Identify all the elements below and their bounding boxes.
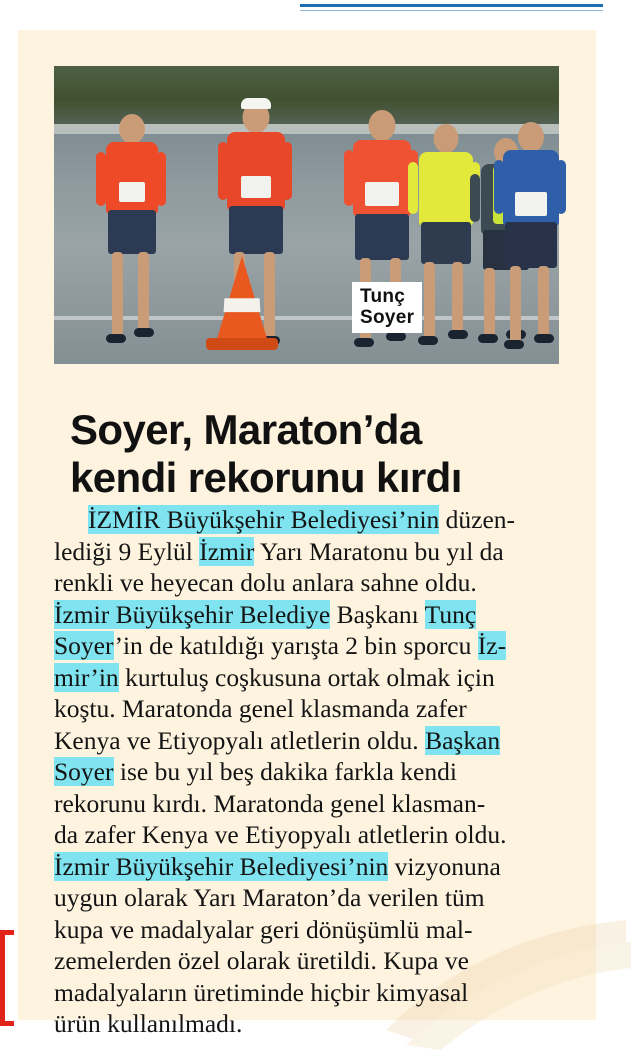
article-body — [54, 504, 568, 1040]
runner-shoe — [448, 330, 468, 339]
body-text-run: Başkanı — [330, 599, 425, 629]
body-text-run: Yarı Maratonu bu yıl da — [254, 536, 504, 566]
runner-shorts — [505, 222, 557, 268]
article-body-line — [54, 662, 568, 694]
runner-bib — [119, 182, 145, 202]
runner-shorts — [108, 210, 156, 254]
body-text-run: koştu. Maratonda genel klasmanda zafer — [54, 694, 467, 723]
runner-bib — [365, 182, 399, 206]
body-text-run: düzen- — [439, 505, 516, 534]
highlighted-text: Büyükşehir Belediyesi’nin — [109, 851, 389, 881]
article-body-line — [54, 693, 568, 725]
body-text-run: vizyonuna — [388, 851, 501, 881]
article-body-line — [54, 882, 568, 914]
body-text-run: lediği 9 Eylül — [54, 536, 200, 566]
highlighted-text: İz- — [477, 631, 507, 660]
article-body-line — [54, 819, 568, 851]
runner-arm — [408, 162, 418, 214]
article-photo — [54, 66, 559, 364]
headline-line-2: kendi rekorunu kırdı — [70, 454, 462, 502]
body-text-run: ’in de katıldığı yarışta 2 bin sporcu — [114, 631, 478, 660]
highlighted-text: mir’in — [54, 662, 119, 692]
highlighted-text: Başkan — [425, 725, 501, 755]
runner-shoe — [106, 334, 126, 343]
article-body-line — [54, 756, 568, 788]
article-body-line — [54, 851, 568, 883]
article-body-line — [54, 788, 568, 820]
runner-bib — [515, 192, 547, 216]
runner-arm — [96, 152, 106, 206]
body-text-run: kupa ve madalyalar geri dönüşümlü mal- — [54, 914, 473, 944]
runner-head — [369, 110, 396, 141]
runner-leg — [138, 252, 149, 332]
traffic-cone-base — [206, 338, 278, 350]
runner-arm — [556, 160, 566, 214]
top-rule-secondary — [300, 10, 603, 11]
highlighted-text: Büyükşehir Belediyesi’nin — [166, 505, 440, 534]
runner-shoe — [504, 340, 524, 349]
runner-arm — [470, 174, 480, 222]
runner-torso — [106, 142, 158, 214]
body-text-run: renkli ve heyecan dolu anlara sahne oldu. — [54, 568, 477, 597]
body-text-run: zemelerden özel olarak üretildi. Kupa ve — [54, 946, 469, 975]
runner-arm — [344, 150, 354, 206]
body-text-run: madalyaların üretiminde hiçbir kimyasal — [54, 977, 469, 1007]
runner-shoe — [354, 338, 374, 347]
article-body-line — [54, 1008, 568, 1040]
article-body-line — [54, 945, 568, 977]
body-text-run: rekorunu kırdı. Maratonda genel klasman- — [54, 788, 486, 818]
runner-torso — [419, 152, 473, 226]
article-panel — [18, 30, 596, 1038]
runner-arm — [494, 160, 504, 214]
runner-bib — [241, 176, 271, 198]
runner-head — [434, 124, 459, 153]
runner-shoe — [134, 328, 154, 337]
article-body-line — [54, 977, 568, 1009]
runner-figure — [94, 106, 170, 364]
headline-line-1: Soyer, Maraton’da — [70, 406, 422, 454]
photo-name-line1: Tunç — [360, 286, 406, 307]
article-body-line — [54, 725, 568, 757]
runner-arm — [218, 142, 228, 200]
highlighted-text: İZMİR — [88, 505, 167, 534]
runner-torso — [227, 132, 285, 210]
highlighted-text: İzmir Büyükşehir Belediye — [54, 599, 331, 629]
runner-arm — [282, 142, 292, 200]
body-text-run: Kenya ve Etiyopyalı atletlerin oldu. — [54, 725, 426, 755]
runner-shorts — [421, 222, 471, 264]
body-text-run: ürün kullanılmadı. — [54, 1009, 243, 1038]
article-body-line — [54, 630, 568, 662]
article-body-line — [54, 536, 568, 568]
runner-shoe — [418, 336, 438, 345]
article-body-line — [54, 914, 568, 946]
body-text-run: kurtuluş coşkusuna ortak olmak için — [118, 662, 495, 692]
body-text-run: da zafer Kenya ve Etiyopyalı atletlerin oldu. — [54, 820, 507, 849]
photo-name-line2: Soyer — [360, 307, 415, 328]
runner-shoe — [386, 332, 406, 341]
runner-shorts — [355, 214, 409, 260]
runner-leg — [510, 266, 521, 344]
runner-cap — [241, 98, 271, 109]
page-title — [70, 406, 590, 502]
article-body-line — [54, 599, 568, 631]
highlighted-text: İzmir — [54, 851, 110, 881]
runner-leg — [112, 252, 123, 338]
top-rule-primary — [300, 4, 603, 7]
runner-figure — [490, 102, 572, 364]
runner-shorts — [229, 206, 283, 254]
traffic-cone-stripe — [224, 298, 261, 312]
highlighted-text: Tunç — [424, 599, 477, 629]
runner-leg — [538, 266, 549, 338]
runner-arm — [156, 152, 166, 206]
runner-leg — [452, 262, 463, 334]
runner-head — [119, 114, 145, 144]
highlighted-text: Soyer — [54, 757, 114, 786]
article-body-line — [54, 567, 568, 599]
article-body-line — [54, 504, 568, 536]
body-text-run: ise bu yıl beş dakika farkla kendi — [113, 757, 457, 786]
body-text-run: uygun olarak Yarı Maraton’da verilen tüm — [54, 883, 485, 912]
left-crop-mark — [0, 930, 14, 1026]
runner-shoe — [534, 334, 554, 343]
highlighted-text: Soyer — [54, 631, 115, 660]
photo-name-tag — [352, 282, 422, 333]
highlighted-text: İzmir — [199, 536, 255, 566]
runner-head — [518, 122, 544, 152]
runner-leg — [424, 262, 435, 340]
